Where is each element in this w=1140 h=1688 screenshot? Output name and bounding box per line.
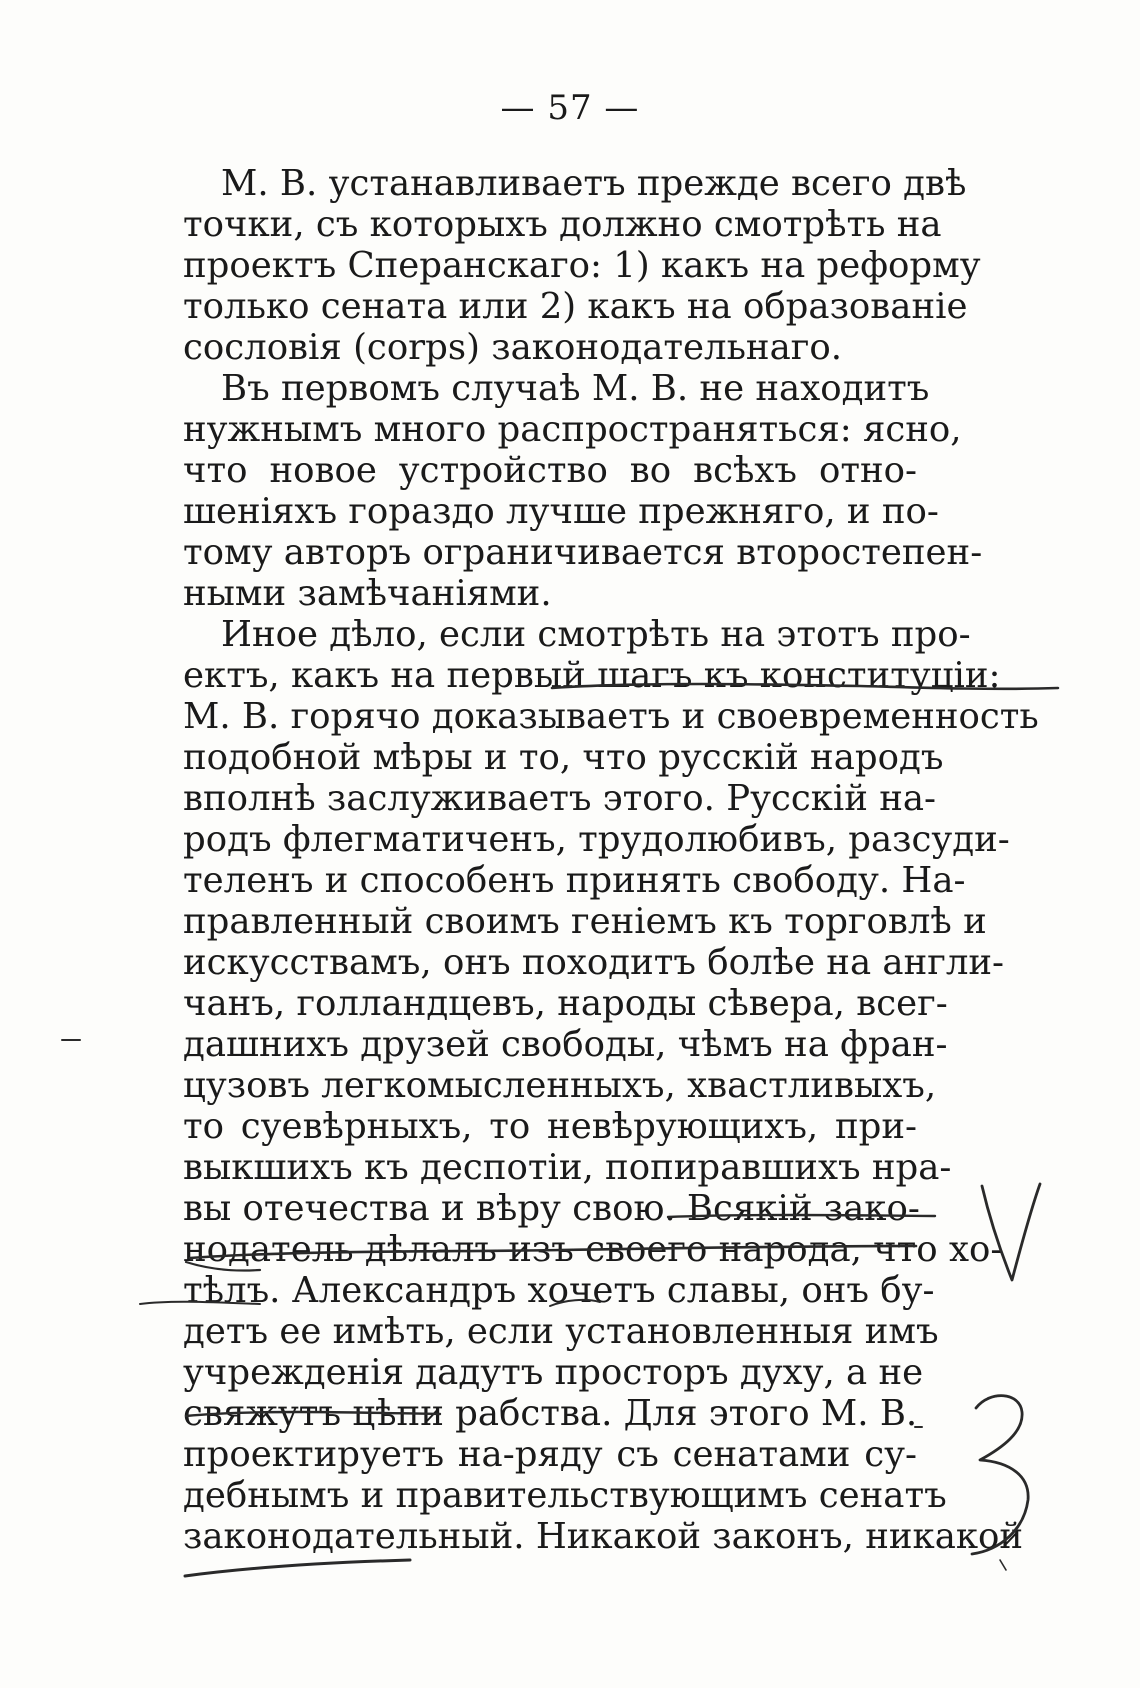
text-line: точки, съ которыхъ должно смотрѣть на bbox=[183, 204, 942, 245]
text-line: вполнѣ заслуживаетъ этого. Русскій на- bbox=[183, 778, 937, 819]
text-line: нужнымъ много распространяться: ясно, bbox=[183, 409, 962, 450]
text-line: дашнихъ друзей свободы, чѣмъ на фран- bbox=[183, 1024, 948, 1065]
text-line: чанъ, голландцевъ, народы сѣвера, всег- bbox=[183, 983, 948, 1024]
body-text bbox=[183, 163, 1039, 1557]
text-line: правленный своимъ геніемъ къ торговлѣ и bbox=[183, 901, 987, 942]
text-line: вы отечества и вѣру свою. Всякій зако- bbox=[183, 1188, 920, 1229]
text-line: проектируетъ на-ряду съ сенатами су- bbox=[183, 1434, 917, 1475]
text-line: шеніяхъ гораздо лучше прежняго, и по- bbox=[183, 491, 939, 532]
text-line: что новое устройство во всѣхъ отно- bbox=[183, 450, 917, 491]
text-line: М. В. горячо доказываетъ и своевременность bbox=[183, 696, 1039, 737]
text-line: цузовъ легкомысленныхъ, хвастливыхъ, bbox=[183, 1065, 937, 1106]
text-line: М. В. устанавливаетъ прежде всего двѣ bbox=[221, 163, 967, 204]
text-line: сословія (corps) законодательнаго. bbox=[183, 327, 842, 368]
text-line: искусствамъ, онъ походитъ болѣе на англи- bbox=[183, 942, 1005, 983]
text-line: тѣлъ. Александръ хочетъ славы, онъ бу- bbox=[183, 1270, 935, 1311]
pencil-mark bbox=[1000, 1560, 1006, 1570]
text-line: то суевѣрныхъ, то невѣрующихъ, при- bbox=[183, 1106, 917, 1147]
text-line: дебнымъ и правительствующимъ сенатъ bbox=[183, 1475, 947, 1516]
text-line: только сената или 2) какъ на образованіе bbox=[183, 286, 968, 327]
text-line: проектъ Сперанскаго: 1) какъ на реформу bbox=[183, 245, 981, 286]
pencil-mark bbox=[185, 1560, 410, 1576]
text-line: Иное дѣло, если смотрѣть на этотъ про- bbox=[221, 614, 971, 655]
text-line: свяжутъ цѣпи рабства. Для этого М. В. bbox=[183, 1393, 918, 1434]
text-line: тому авторъ ограничивается второстепен- bbox=[183, 532, 983, 573]
text-line: учрежденія дадутъ просторъ духу, а не bbox=[183, 1352, 924, 1393]
text-line: подобной мѣры и то, что русскій народъ bbox=[183, 737, 944, 778]
text-line: Въ первомъ случаѣ М. В. не находитъ bbox=[221, 368, 930, 409]
text-line: детъ ее имѣть, если установленныя имъ bbox=[183, 1311, 939, 1352]
text-line: нодатель дѣлалъ изъ своего народа, что хо- bbox=[183, 1229, 1003, 1270]
text-line: ными замѣчаніями. bbox=[183, 573, 552, 614]
text-line: родъ флегматиченъ, трудолюбивъ, разсуди- bbox=[183, 819, 1010, 860]
text-line: выкшихъ къ деспотіи, попиравшихъ нра- bbox=[183, 1147, 952, 1188]
text-line: законодательный. Никакой законъ, никакой bbox=[183, 1516, 1024, 1557]
text-line: ектъ, какъ на первый шагъ къ конституціи: bbox=[183, 655, 1001, 696]
page-number: — 57 — bbox=[500, 88, 640, 128]
text-line: теленъ и способенъ принять свободу. На- bbox=[183, 860, 966, 901]
